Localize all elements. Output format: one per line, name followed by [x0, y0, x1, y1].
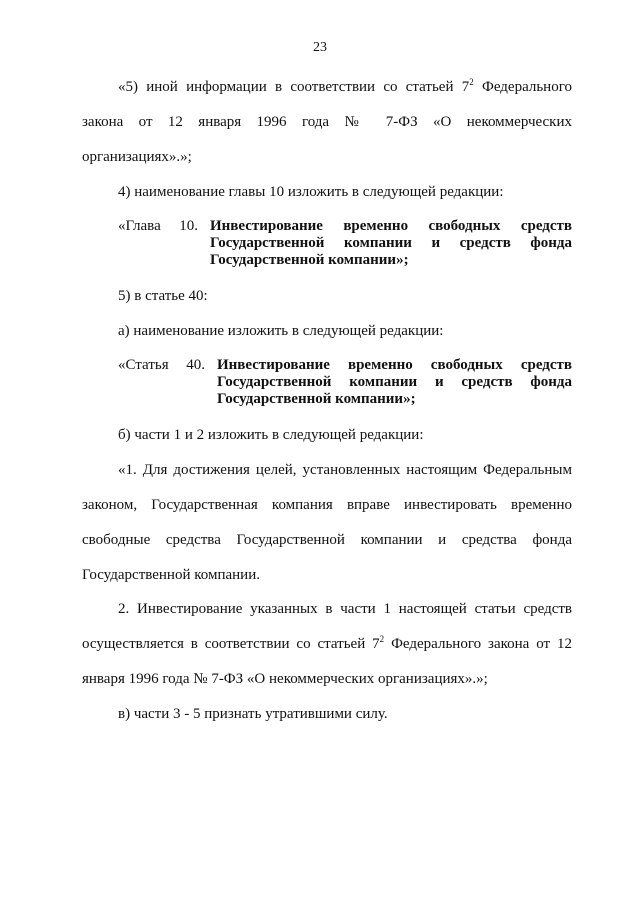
paragraph-7-line-2-end: Федерального закона от 12 [384, 636, 572, 652]
chapter-heading-prefix [118, 218, 210, 269]
article-title [217, 357, 572, 408]
chapter-title-line-2: Государственной компании и средств фонда [210, 235, 572, 251]
paragraph-1-line-1-end: Федерального [473, 79, 572, 95]
superscript: 2 [379, 634, 385, 644]
paragraph-1-line-1 [118, 77, 572, 95]
paragraph-3: 5) в статье 40: [118, 288, 208, 304]
paragraph-1-line-3: организациях».»; [82, 149, 192, 165]
paragraph-1-line-2: закона от 12 января 1996 года № 7-ФЗ «О некоммерческих [82, 114, 572, 130]
paragraph-6-line-1: «1. Для достижения целей, установленных настоящим Федеральным [118, 462, 572, 478]
page-number: 23 [313, 40, 327, 55]
article-heading [118, 357, 572, 408]
paragraph-6-line-3: свободные средства Государственной компании и средства фонда [82, 532, 572, 548]
paragraph-7-line-2-text: осуществляется в соответствии со статьей 7 [82, 636, 380, 652]
paragraph-7-line-2 [82, 634, 572, 652]
article-title-line-2: Государственной компании и средств фонда [217, 374, 572, 390]
paragraph-6-line-4: Государственной компании. [82, 567, 260, 583]
paragraph-1-line-1-text: «5) иной информации в соответствии со статьей 7 [118, 79, 470, 95]
chapter-title [210, 218, 572, 269]
article-number: 40. [186, 357, 205, 373]
paragraph-4: а) наименование изложить в следующей редакции: [118, 323, 444, 339]
chapter-title-line-1: Инвестирование временно свободных средств [210, 218, 572, 234]
paragraph-7-line-1: 2. Инвестирование указанных в части 1 настоящей статьи средств [118, 601, 572, 617]
article-heading-prefix [118, 357, 217, 408]
paragraph-6-line-2: законом, Государственная компания вправе инвестировать временно [82, 497, 572, 513]
paragraph-7-line-3: января 1996 года № 7-ФЗ «О некоммерческих организациях».»; [82, 671, 488, 687]
chapter-heading [118, 218, 572, 269]
chapter-number: 10. [179, 218, 198, 234]
article-label: «Статья [118, 357, 169, 373]
paragraph-8: в) части 3 - 5 признать утратившими силу. [118, 706, 388, 722]
paragraph-5: б) части 1 и 2 изложить в следующей редакции: [118, 427, 424, 443]
article-title-line-3: Государственной компании»; [217, 391, 416, 407]
paragraph-2: 4) наименование главы 10 изложить в следующей редакции: [118, 184, 504, 200]
article-title-line-1: Инвестирование временно свободных средств [217, 357, 572, 373]
chapter-title-line-3: Государственной компании»; [210, 252, 409, 268]
superscript: 2 [469, 77, 474, 87]
chapter-label: «Глава [118, 218, 161, 234]
